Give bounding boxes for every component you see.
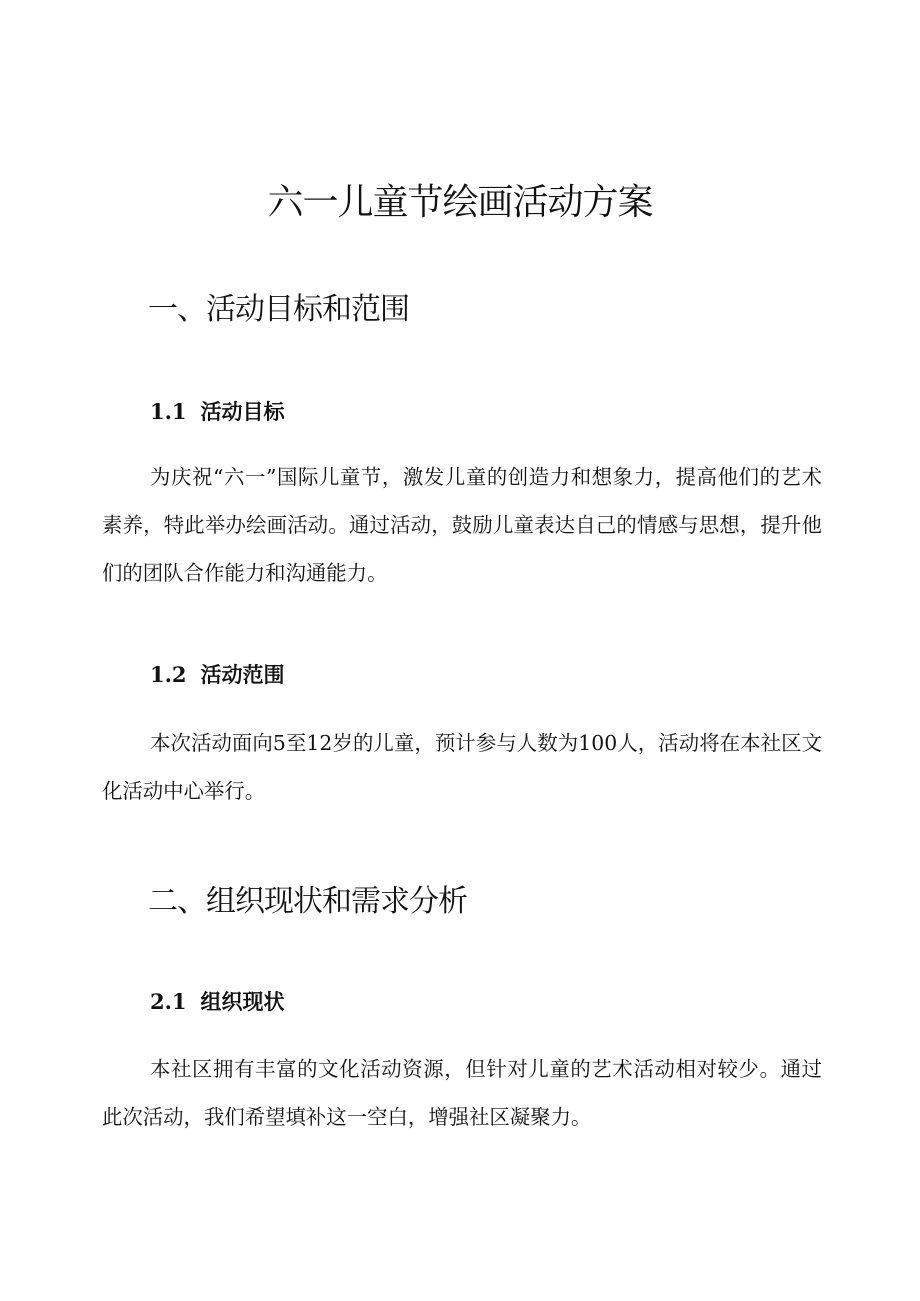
subsection-title: 活动目标	[200, 399, 285, 424]
subsection-heading-1-2	[150, 660, 285, 690]
subsection-title: 组织现状	[200, 989, 285, 1014]
document-title: 六一儿童节绘画活动方案	[267, 182, 653, 223]
section-heading-2: 二、组织现状和需求分析	[148, 884, 467, 919]
paragraph-org-status: 本社区拥有丰富的文化活动资源，但针对儿童的艺术活动相对较少。通过此次活动，我们希望填补这一空白，增强社区凝聚力。	[102, 1057, 822, 1129]
subsection-heading-2-1	[150, 987, 285, 1017]
subsection-heading-1-1	[150, 397, 285, 427]
paragraph-activity-scope: 本次活动面向5至12岁的儿童，预计参与人数为100人，活动将在本社区文化活动中心举行。	[102, 731, 822, 803]
subsection-number: 1.1	[150, 399, 187, 424]
section-heading-1: 一、活动目标和范围	[148, 292, 409, 327]
subsection-number: 1.2	[150, 662, 187, 687]
subsection-title: 活动范围	[200, 662, 285, 687]
subsection-number: 2.1	[150, 989, 187, 1014]
paragraph-activity-goal: 为庆祝“六一”国际儿童节，激发儿童的创造力和想象力，提高他们的艺术素养，特此举办绘画活动。通过活动，鼓励儿童表达自己的情感与思想，提升他们的团队合作能力和沟通能力。	[102, 465, 822, 585]
